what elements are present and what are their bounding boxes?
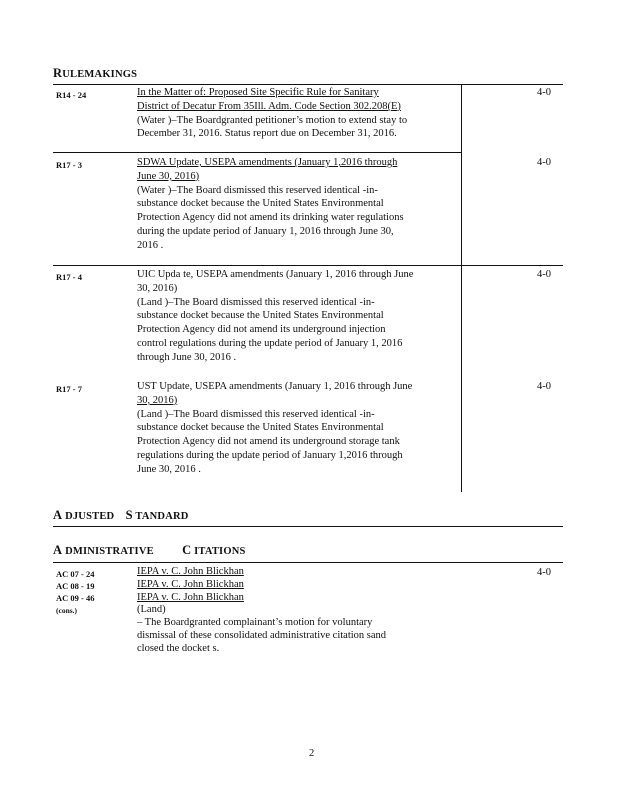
docket-number: AC 07 - 24 <box>56 569 95 579</box>
docket-number: (cons.) <box>56 605 78 615</box>
entry-text-line: closed the docket s. <box>137 642 220 654</box>
entry-body <box>137 566 447 656</box>
entry-text-line: dismissal of these consolidated administrative citation sand <box>137 629 387 641</box>
entry-text-line: December 31, 2016. Status report due on December 31, 2016. <box>137 128 397 140</box>
heading-rest: ITATIONS <box>194 546 246 557</box>
entry-title-line: 30, 2016) <box>137 394 178 406</box>
heading-rest: ULEMAKINGS <box>62 69 138 80</box>
entry-body <box>137 86 447 141</box>
heading-initial: R <box>53 66 63 80</box>
docket-number: R17 - 4 <box>56 272 82 282</box>
entry-text-line: substance docket because the United States Environmental <box>137 198 384 210</box>
entry-text-line: through June 30, 2016 . <box>137 351 237 363</box>
vote-count: 4-0 <box>537 157 551 168</box>
heading-rule <box>53 526 563 527</box>
entry-text-line: June 30, 2016 . <box>137 463 201 475</box>
docket-number: AC 08 - 19 <box>56 581 95 592</box>
docket-number: R17 - 7 <box>56 384 82 394</box>
docket-number: R17 - 3 <box>56 160 82 170</box>
entry-text-line: (Water )–The Board dismissed this reserved identical -in- <box>137 184 378 196</box>
entry-text-line: UST Update, USEPA amendments (January 1, 2016 through June <box>137 381 413 392</box>
vote-count: 4-0 <box>537 381 551 392</box>
section-heading-adjusted-standard <box>53 508 189 523</box>
entry-title-line: District of Decatur From 35Ill. Adm. Code Section 302.208(E) <box>137 100 401 112</box>
entry-body <box>137 380 447 477</box>
heading-initial: A <box>53 508 63 522</box>
heading-rest: DJUSTED <box>65 511 115 522</box>
heading-rest: TANDARD <box>135 511 189 522</box>
heading-initial: S <box>125 508 133 522</box>
entry-text-line: (Land )–The Board dismissed this reserved identical -in- <box>137 408 375 420</box>
column-divider <box>461 85 462 492</box>
entry-text-line: substance docket because the United States Environmental <box>137 422 384 434</box>
entry-text-line: during the update period of January 1, 2016 through June 30, <box>137 225 394 237</box>
vote-count: 4-0 <box>537 269 551 280</box>
entry-title-line: June 30, 2016) <box>137 170 200 182</box>
entry-title-line: In the Matter of: Proposed Site Specific Rule for Sanitary <box>137 87 379 98</box>
row-separator <box>53 152 461 153</box>
row-separator <box>53 265 563 266</box>
entry-text-line: Protection Agency did not amend its drinking water regulations <box>137 212 404 224</box>
entry-title-line: SDWA Update, USEPA amendments (January 1,2016 through <box>137 157 398 168</box>
entry-text-line: – The Boardgranted complainant’s motion for voluntary <box>137 617 373 629</box>
docket-number: R14 - 24 <box>56 90 87 100</box>
entry-body <box>137 268 447 365</box>
docket-list <box>56 568 94 617</box>
page-number: 2 <box>309 748 315 759</box>
section-heading-administrative-citations <box>53 543 246 558</box>
entry-text-line: substance docket because the United States Environmental <box>137 310 384 322</box>
vote-count: 4-0 <box>537 567 551 578</box>
entry-text-line: 2016 . <box>137 239 164 251</box>
entry-text-line: Protection Agency did not amend its underground injection <box>137 324 386 336</box>
entry-text-line: control regulations during the update period of January 1, 2016 <box>137 337 403 349</box>
entry-body <box>137 156 447 253</box>
heading-rule <box>53 84 563 85</box>
case-name: IEPA v. C. John Blickhan <box>137 578 244 590</box>
entry-text-line: (Water )–The Boardgranted petitioner’s motion to extend stay to <box>137 114 408 126</box>
docket-number: AC 09 - 46 <box>56 593 95 604</box>
section-heading-rulemakings <box>53 66 137 81</box>
entry-text-line: regulations during the update period of January 1,2016 through <box>137 449 403 461</box>
entry-text-line: (Land )–The Board dismissed this reserved identical -in- <box>137 296 375 308</box>
entry-text-line: UIC Upda te, USEPA amendments (January 1, 2016 through June <box>137 269 414 280</box>
heading-rest: DMINISTRATIVE <box>65 546 154 557</box>
entry-text-line: (Land) <box>137 604 166 616</box>
heading-initial: A <box>53 543 63 557</box>
entry-text-line: 30, 2016) <box>137 282 178 294</box>
vote-count: 4-0 <box>537 87 551 98</box>
entry-text-line: Protection Agency did not amend its underground storage tank <box>137 436 400 448</box>
heading-initial: C <box>182 543 192 557</box>
heading-rule <box>53 562 563 563</box>
case-name: IEPA v. C. John Blickhan <box>137 566 244 577</box>
case-name: IEPA v. C. John Blickhan <box>137 591 244 603</box>
